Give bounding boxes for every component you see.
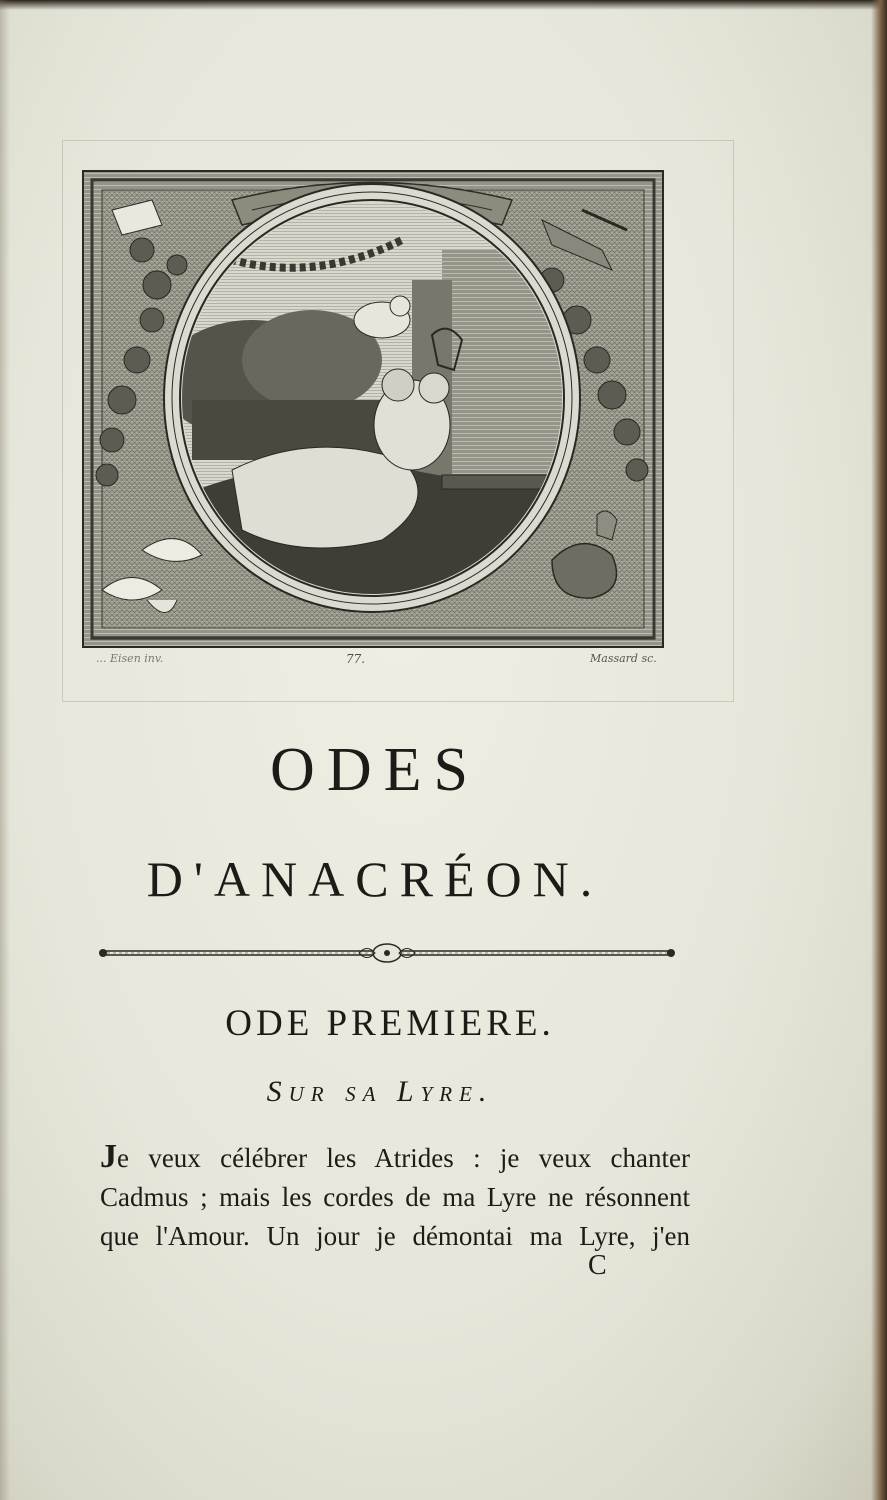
book-title-line1: ODES: [270, 736, 480, 804]
designer-credit: ... Eisen inv.: [96, 652, 164, 665]
ornamental-rule: [97, 938, 677, 968]
text-line-2: Cadmus ; mais les cordes de ma Lyre ne résonnent: [100, 1182, 690, 1212]
book-title-line2: D'ANACRÉON.: [146, 851, 604, 907]
text-line-3: que l'Amour. Un jour je démontai ma Lyre, j'en: [100, 1221, 690, 1251]
text-line-1: [100, 1137, 690, 1178]
ode-text: [100, 1137, 690, 1256]
ode-subheading: Sur sa Lyre.: [266, 1075, 494, 1108]
page-edge-right: [871, 0, 887, 1500]
drop-cap: J: [100, 1138, 117, 1175]
engraver-credit: Massard sc.: [590, 652, 657, 665]
text-line-1-content: e veux célébrer les Atrides : je veux chanter: [117, 1143, 690, 1173]
page-edge-top: [0, 0, 887, 10]
signature-mark: C: [588, 1250, 607, 1281]
ode-heading: ODE PREMIERE.: [225, 1003, 555, 1044]
frontispiece-engraving: [82, 170, 664, 648]
plate-number: 77.: [346, 652, 366, 666]
